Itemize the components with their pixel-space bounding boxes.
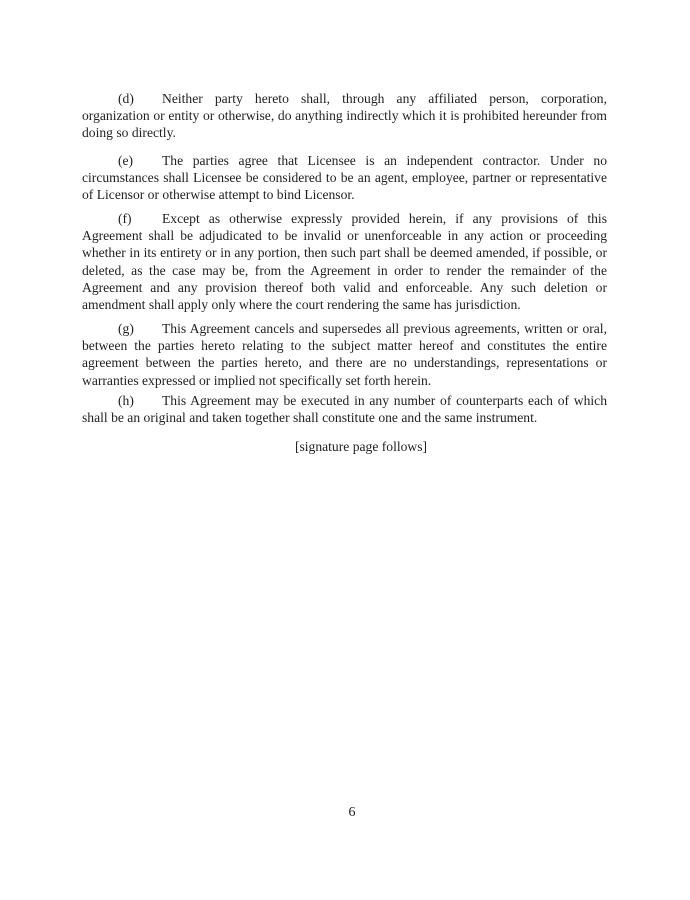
clause-e	[82, 152, 607, 204]
clause-f-letter: (f)	[118, 211, 132, 226]
clause-d-letter: (d)	[118, 91, 134, 106]
clause-h-text: This Agreement may be executed in any number of counterparts each of which shall be an original and taken together shall constitute one and the same instrument.	[82, 393, 607, 426]
clause-g	[82, 320, 607, 389]
clause-h	[82, 392, 607, 426]
clause-e-text: The parties agree that Licensee is an independent contractor. Under no circumstances shall Licensee be considered to be an agent, employee, partner or representative of Licensor or otherwise attempt to bind Licensor.	[82, 153, 607, 203]
signature-page-note: [signature page follows]	[294, 439, 428, 454]
clause-f-text: Except as otherwise expressly provided herein, if any provisions of this Agreement shall be adjudicated to be invalid or unenforceable in any action or proceeding whether in its entirety or in any portion, then such part shall be deemed amended, if possible, or deleted, as the case may be, from the Agreement in order to render the remainder of the Agreement and any provision thereof both valid and enforceable. Any such deletion or amendment shall apply only where the court rendering the same has jurisdiction.	[82, 211, 607, 313]
clause-e-letter: (e)	[118, 153, 134, 168]
clause-g-letter: (g)	[118, 321, 134, 336]
clause-f	[82, 210, 607, 313]
clause-d	[82, 90, 607, 142]
clause-g-text: This Agreement cancels and supersedes all previous agreements, written or oral, between the parties hereto relating to the subject matter hereof and constitutes the entire agreement between the parties hereto, and there are no understandings, representations or warranties expressed or implied not specifically set forth herein.	[82, 321, 607, 388]
page-number: 6	[348, 805, 356, 820]
clause-d-text: Neither party hereto shall, through any affiliated person, corporation, organization or entity or otherwise, do anything indirectly which it is prohibited hereunder from doing so directly.	[82, 91, 607, 141]
clause-h-letter: (h)	[118, 393, 134, 408]
